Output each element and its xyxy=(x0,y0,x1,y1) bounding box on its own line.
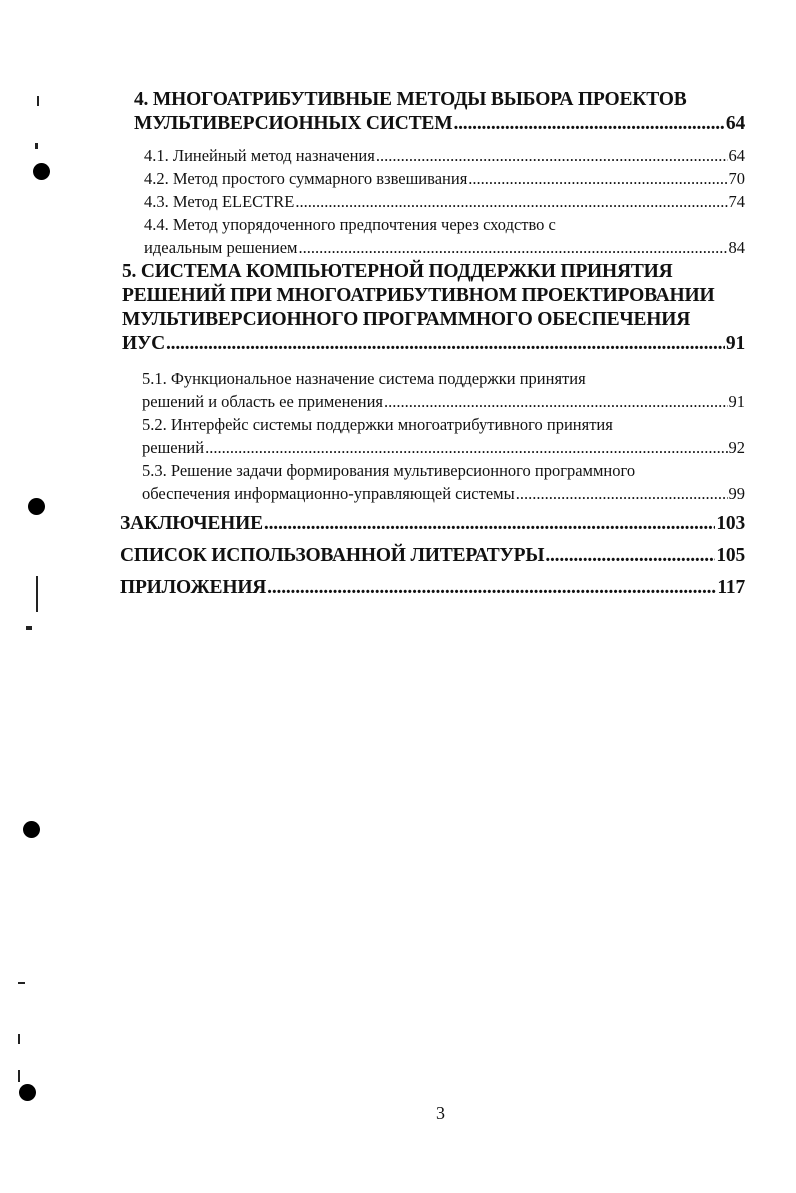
dot-leader xyxy=(295,190,727,213)
toc-entry-title: решений xyxy=(142,438,205,457)
dot-leader xyxy=(376,144,728,167)
toc-entry[interactable] xyxy=(134,112,745,136)
toc-heading-line: ИУС xyxy=(122,333,165,354)
toc-entry-title: 4.3. Метод ELECTRE xyxy=(144,192,295,211)
page-ref: 70 xyxy=(728,169,745,188)
toc-entry-title: 4.1. Линейный метод назначения xyxy=(144,146,375,165)
toc-heading-line: РЕШЕНИЙ ПРИ МНОГОАТРИБУТИВНОМ ПРОЕКТИРОВАНИИ xyxy=(122,285,715,306)
toc-heading-line: ЗАКЛЮЧЕНИЕ xyxy=(120,513,263,534)
dot-leader xyxy=(516,482,728,505)
scan-speck xyxy=(35,143,38,149)
dot-leader xyxy=(299,236,728,259)
toc-entry-title: решений и область ее применения xyxy=(142,392,383,411)
page-ref: 84 xyxy=(728,238,745,257)
page-ref: 91 xyxy=(728,392,745,411)
toc-entry[interactable] xyxy=(144,144,745,167)
toc-entry-title: 4.2. Метод простого суммарного взвешивания xyxy=(144,169,468,188)
toc-subsections-4 xyxy=(144,144,745,259)
page-ref: 64 xyxy=(725,113,745,134)
toc-heading-line: 4. МНОГОАТРИБУТИВНЫЕ МЕТОДЫ ВЫБОРА ПРОЕКТОВ xyxy=(134,89,687,110)
toc-entry-title: 5.2. Интерфейс системы поддержки многоатрибутивного принятия xyxy=(142,415,613,434)
toc-entry-title: идеальным решением xyxy=(144,238,298,257)
toc-heading-line: МУЛЬТИВЕРСИОННЫХ СИСТЕМ xyxy=(134,113,453,134)
toc-heading-line: ПРИЛОЖЕНИЯ xyxy=(120,577,267,598)
dot-leader xyxy=(267,576,716,600)
toc-entry-title: 5.1. Функциональное назначение система поддержки принятия xyxy=(142,369,586,388)
punch-hole-mark xyxy=(19,1084,36,1101)
toc-entry[interactable] xyxy=(122,332,745,356)
page-ref: 99 xyxy=(728,484,745,503)
toc-entry[interactable] xyxy=(144,236,745,259)
scan-speck xyxy=(18,1034,20,1044)
toc-entry-title: 4.4. Метод упорядоченного предпочтения через сходство с xyxy=(144,215,556,234)
dot-leader xyxy=(468,167,727,190)
punch-hole-mark xyxy=(23,821,40,838)
toc-entry[interactable] xyxy=(142,436,745,459)
page-ref: 103 xyxy=(716,513,745,534)
page-ref: 64 xyxy=(728,146,745,165)
toc-section-4 xyxy=(134,88,745,136)
page-ref: 117 xyxy=(717,577,745,598)
scan-speck xyxy=(37,96,39,106)
toc-entry[interactable] xyxy=(144,167,745,190)
scan-speck xyxy=(18,982,25,984)
punch-hole-mark xyxy=(28,498,45,515)
toc-entry-references[interactable] xyxy=(120,544,745,568)
page-number: 3 xyxy=(436,1103,445,1123)
scan-speck xyxy=(18,1070,20,1082)
toc-heading-line: СПИСОК ИСПОЛЬЗОВАННОЙ ЛИТЕРАТУРЫ xyxy=(120,545,545,566)
dot-leader xyxy=(384,390,728,413)
punch-hole-mark xyxy=(33,163,50,180)
toc-back-matter xyxy=(120,512,745,608)
dot-leader xyxy=(545,544,715,568)
toc-entry-conclusion[interactable] xyxy=(120,512,745,536)
toc-entry[interactable] xyxy=(142,482,745,505)
dot-leader xyxy=(205,436,727,459)
toc-heading-line: МУЛЬТИВЕРСИОННОГО ПРОГРАММНОГО ОБЕСПЕЧЕНИЯ xyxy=(122,309,691,330)
dot-leader xyxy=(453,112,724,136)
page-ref: 105 xyxy=(716,545,745,566)
page-ref: 91 xyxy=(725,333,745,354)
toc-entry-appendices[interactable] xyxy=(120,576,745,600)
scan-speck xyxy=(26,626,32,630)
page-ref: 92 xyxy=(728,438,745,457)
toc-entry-title: 5.3. Решение задачи формирования мультиверсионного программного xyxy=(142,461,636,480)
scan-speck xyxy=(36,576,38,612)
toc-entry[interactable] xyxy=(142,390,745,413)
toc-entry[interactable] xyxy=(144,190,745,213)
toc-subsections-5 xyxy=(142,367,745,505)
dot-leader xyxy=(166,332,725,356)
toc-section-5 xyxy=(122,260,745,356)
page-ref: 74 xyxy=(728,192,745,211)
toc-heading-line: 5. СИСТЕМА КОМПЬЮТЕРНОЙ ПОДДЕРЖКИ ПРИНЯТИЯ xyxy=(122,261,673,282)
dot-leader xyxy=(264,512,715,536)
toc-entry-title: обеспечения информационно-управляющей системы xyxy=(142,484,515,503)
